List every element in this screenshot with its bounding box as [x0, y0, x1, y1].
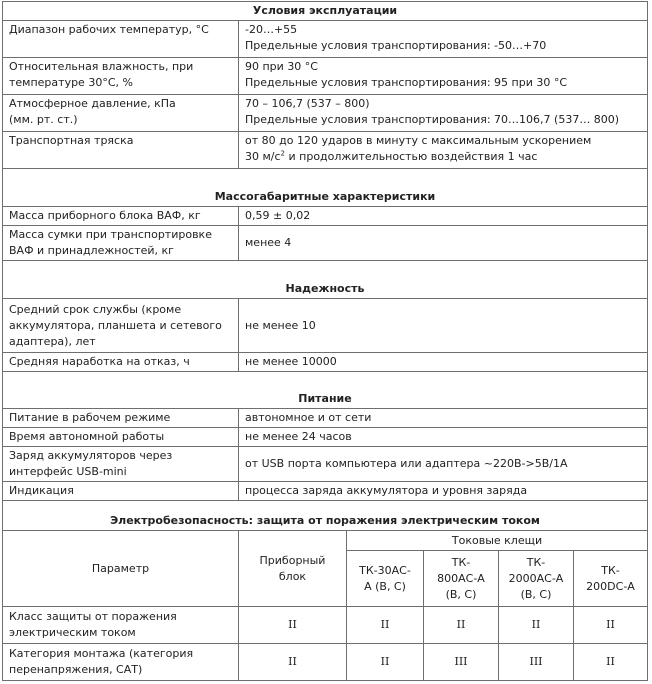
humidity-label: Относительная влажность, при температуре 30°С, %: [3, 58, 239, 95]
section-power: Питание: [3, 372, 648, 409]
mass-bag-value: менее 4: [239, 226, 648, 261]
life-value: не менее 10: [239, 299, 648, 353]
mtbf-value: не менее 10000: [239, 353, 648, 372]
temp-value: -20…+55 Предельные условия транспортирования: -50…+70: [239, 21, 648, 58]
indication-label: Индикация: [3, 482, 239, 501]
protection-class-tk800ac: II: [424, 607, 499, 644]
protection-class-device: II: [239, 607, 347, 644]
pressure-value: 70 – 106,7 (537 – 800) Предельные условия транспортирования: 70…106,7 (537… 800): [239, 95, 648, 132]
power-mode-value: автономное и от сети: [239, 409, 648, 428]
clamp-tk30ac-header: ТК-30АС- А (В, С): [347, 551, 424, 607]
section-reliability: Надежность: [3, 261, 648, 299]
temp-label: Диапазон рабочих температур, °С: [3, 21, 239, 58]
protection-class-label: Класс защиты от поражения электрическим током: [3, 607, 239, 644]
autonomy-value: не менее 24 часов: [239, 428, 648, 447]
clamp-tk200dc-header: ТК- 200DС-А: [574, 551, 648, 607]
section-mass: Массогабаритные характеристики: [3, 169, 648, 207]
indication-value: процесса заряда аккумулятора и уровня заряда: [239, 482, 648, 501]
table-row: [3, 644, 648, 681]
section-safety: Электробезопасность: защита от поражения электрическим током: [3, 501, 648, 531]
install-category-tk200dc: II: [574, 644, 648, 681]
install-category-tk30ac: II: [347, 644, 424, 681]
charge-label: Заряд аккумуляторов через интерфейс USB-mini: [3, 447, 239, 482]
mass-block-label: Масса приборного блока ВАФ, кг: [3, 207, 239, 226]
autonomy-label: Время автономной работы: [3, 428, 239, 447]
mass-bag-label: Масса сумки при транспортировке ВАФ и принадлежностей, кг: [3, 226, 239, 261]
specifications-table: [2, 1, 648, 681]
param-header: Параметр: [3, 531, 239, 607]
pressure-label: Атмосферное давление, кПа (мм. рт. ст.): [3, 95, 239, 132]
mtbf-label: Средняя наработка на отказ, ч: [3, 353, 239, 372]
install-category-device: II: [239, 644, 347, 681]
charge-value: от USB порта компьютера или адаптера ~220В->5В/1А: [239, 447, 648, 482]
install-category-tk2000ac: III: [499, 644, 574, 681]
protection-class-tk200dc: II: [574, 607, 648, 644]
life-label: Средний срок службы (кроме аккумулятора, планшета и сетевого адаптера), лет: [3, 299, 239, 353]
humidity-value: 90 при 30 °С Предельные условия транспортирования: 95 при 30 °С: [239, 58, 648, 95]
section-operating: Условия эксплуатации: [3, 2, 648, 21]
install-category-label: Категория монтажа (категория перенапряжения, САТ): [3, 644, 239, 681]
clamp-tk800ac-header: ТК- 800АС-А (В, С): [424, 551, 499, 607]
device-header: Приборный блок: [239, 531, 347, 607]
protection-class-tk2000ac: II: [499, 607, 574, 644]
table-row: [3, 607, 648, 644]
shake-value: от 80 до 120 ударов в минуту с максимальным ускорением 30 $м/с^2$ и продолжительностью воздействия 1 час: [239, 132, 648, 169]
protection-class-tk30ac: II: [347, 607, 424, 644]
mass-block-value: 0,59 ± 0,02: [239, 207, 648, 226]
shake-label: Транспортная тряска: [3, 132, 239, 169]
install-category-tk800ac: III: [424, 644, 499, 681]
power-mode-label: Питание в рабочем режиме: [3, 409, 239, 428]
clamp-tk2000ac-header: ТК- 2000АС-А (В, С): [499, 551, 574, 607]
clamps-header: Токовые клещи: [347, 531, 648, 551]
